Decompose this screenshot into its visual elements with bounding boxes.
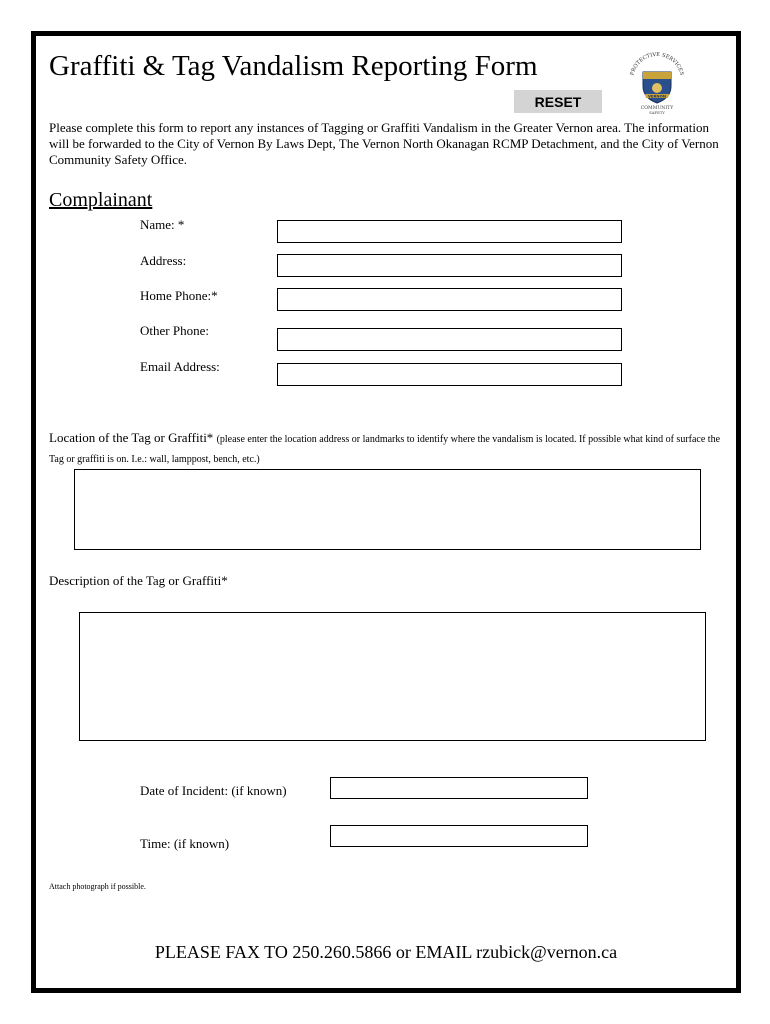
time-field[interactable] bbox=[330, 825, 588, 847]
name-field[interactable] bbox=[277, 220, 622, 243]
other-phone-field[interactable] bbox=[277, 328, 622, 351]
email-label: Email Address: bbox=[140, 359, 220, 374]
time-label: Time: (if known) bbox=[140, 836, 230, 851]
intro-text: Please complete this form to report any instances of Tagging or Graffiti Vandalism in the Greater Vernon area. The information will be forwarded to the City of Vernon By Laws Dept, The Vernon North Okanagan RCMP Detachment, and the City of Vernon Community Safety Office. bbox=[49, 120, 719, 167]
location-hint: (please enter the location address or landmarks to identify where the vandalism is located. If possible what kind of surface the Tag or graffiti is on. I.e.: wall, lamppost, bench, etc.) bbox=[49, 434, 721, 465]
description-label: Description of the Tag or Graffiti* bbox=[49, 573, 228, 588]
reset-button[interactable]: RESET bbox=[514, 90, 602, 113]
community-safety-crest-icon bbox=[624, 50, 690, 116]
description-field[interactable] bbox=[79, 612, 706, 741]
date-label: Date of Incident: (if known) bbox=[140, 783, 287, 798]
name-label: Name: * bbox=[140, 217, 185, 232]
attach-note: Attach photograph if possible. bbox=[49, 882, 146, 891]
location-label bbox=[49, 429, 729, 469]
form-page bbox=[31, 31, 741, 993]
address-label: Address: bbox=[140, 253, 187, 268]
email-field[interactable] bbox=[277, 363, 622, 386]
logo-caption-1: COMMUNITY bbox=[640, 106, 674, 111]
footer-contact: PLEASE FAX TO 250.260.5866 or EMAIL rzubick@vernon.ca bbox=[154, 942, 618, 962]
address-field[interactable] bbox=[277, 254, 622, 277]
home-phone-field[interactable] bbox=[277, 288, 622, 311]
logo-arc-text: PROTECTIVE SERVICES bbox=[629, 51, 685, 77]
logo-shield-text: VERNON bbox=[647, 93, 667, 99]
location-field[interactable] bbox=[74, 469, 701, 550]
other-phone-label: Other Phone: bbox=[140, 323, 209, 338]
home-phone-label: Home Phone:* bbox=[140, 288, 218, 303]
location-label-text: Location of the Tag or Graffiti* bbox=[49, 430, 214, 445]
complainant-heading: Complainant bbox=[49, 189, 153, 211]
logo-caption-2: SAFETY bbox=[649, 110, 665, 115]
date-field[interactable] bbox=[330, 777, 588, 799]
form-title: Graffiti & Tag Vandalism Reporting Form bbox=[49, 50, 538, 82]
